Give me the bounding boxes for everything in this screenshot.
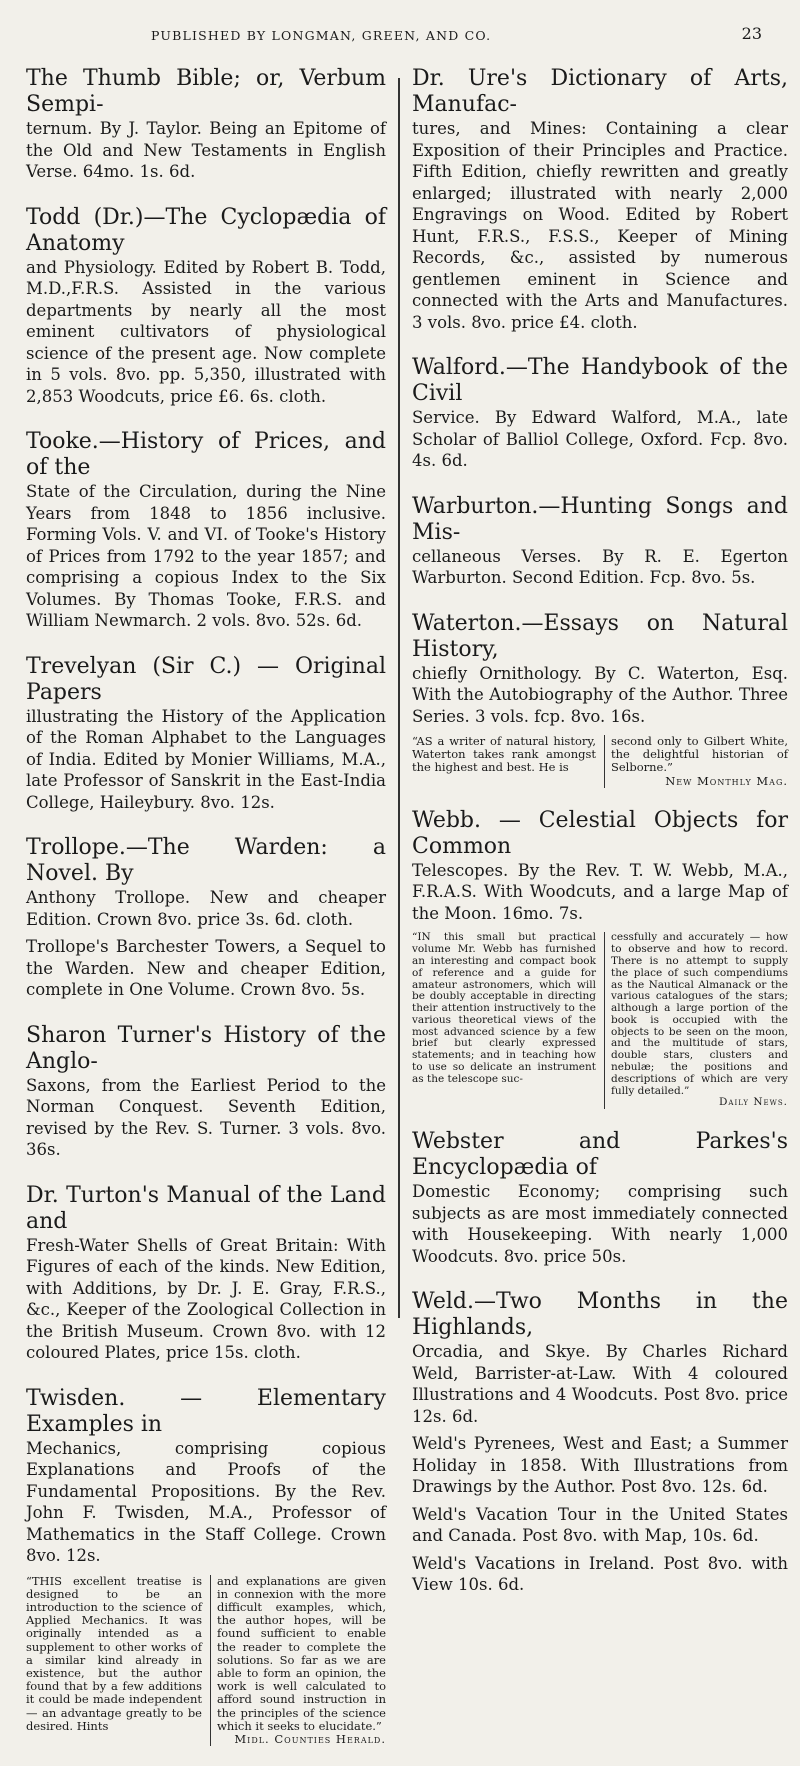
entry-weld-highlands [412, 1289, 788, 1427]
entry-heading: Trevelyan (Sir C.) — Original Papers [26, 653, 386, 705]
review-text: second only to Gilbert White, the delightful historian of Selborne.” [611, 734, 788, 775]
running-header [26, 22, 780, 48]
entry-heading: Tooke.—History of Prices, and of the [26, 429, 386, 480]
entry-heading: Dr. Ure's Dictionary of Arts, Manufac- [412, 66, 788, 117]
review-col-1: “THIS excellent treatise is designed to be an introduction to the science of Applied Mechanics. It was originally intended as a supplement to other works of a similar kind already in existence, but the author found that by a few additions it could be made independent — an advantage greatly to be desired. Hints [26, 1573, 202, 1733]
entry-weld-ireland [412, 1553, 788, 1596]
review-source: New Monthly Mag. [665, 773, 788, 788]
entry-weld-vacation-tour [412, 1504, 788, 1547]
entry-heading: Trollope.—The Warden: a Novel. By [26, 835, 386, 886]
review-quote-twisden [26, 1575, 386, 1747]
review-source: Daily News. [718, 1096, 788, 1109]
entry-body: Weld's Vacations in Ireland. Post 8vo. with View 10s. 6d. [412, 1553, 788, 1595]
review-col-2 [210, 1575, 386, 1747]
entry-body: cellaneous Verses. By R. E. Egerton Warburton. Second Edition. Fcp. 8vo. 5s. [412, 546, 788, 587]
entry-body: ternum. By J. Taylor. Being an Epitome of the Old and New Testaments in English Verse. 64mo. 1s. 6d. [26, 119, 386, 181]
entry-tooke [26, 429, 386, 632]
entry-ure [412, 66, 788, 333]
entry-body: Weld's Pyrenees, West and East; a Summer Holiday in 1858. With Illustrations from Drawings by the Author. Post 8vo. 12s. 6d. [412, 1434, 788, 1497]
entry-body: Fresh-Water Shells of Great Britain: With Figures of each of the kinds. New Edition, with Additions, by Dr. J. E. Gray, F.R.S., &c., Keeper of the Zoological Collection in the British Museum. Crown 8vo. with 12 coloured Plates, price 15s. cloth. [26, 1235, 386, 1362]
entry-sharon-turner [26, 1023, 386, 1161]
entry-heading: Webster and Parkes's Encyclopædia of [412, 1129, 788, 1181]
entry-body: Telescopes. By the Rev. T. W. Webb, M.A., F.R.A.S. With Woodcuts, and a large Map of the Moon. 16mo. 7s. [412, 860, 788, 923]
entry-heading: Warburton.—Hunting Songs and Mis- [412, 493, 788, 545]
entry-body: chiefly Ornithology. By C. Waterton, Esq. With the Autobiography of the Author. Three Series. 3 vols. fcp. 8vo. 16s. [412, 663, 788, 726]
entry-heading: Twisden. — Elementary Examples in [26, 1385, 386, 1437]
entry-heading: Weld.—Two Months in the Highlands, [412, 1289, 788, 1341]
entry-turton [26, 1183, 386, 1364]
entry-body: Trollope's Barchester Towers, a Sequel to the Warden. New and cheaper Edition, complete in One Volume. Crown 8vo. 5s. [26, 937, 386, 999]
entry-todd [26, 205, 386, 408]
entry-webster-parkes [412, 1129, 788, 1267]
right-column [412, 66, 788, 1618]
entry-body: State of the Circulation, during the Nine Years from 1848 to 1856 inclusive. Forming Vols. V. and VI. of Tooke's History of Prices from 1792 to the year 1857; and comprising a copious Index to the Six Volumes. By Thomas Tooke, F.R.S. and William Newmarch. 2 vols. 8vo. 52s. 6d. [26, 482, 386, 630]
entry-trollope-barchester [26, 936, 386, 1001]
entry-heading: The Thumb Bible; or, Verbum Sempi- [26, 66, 386, 117]
entry-twisden [26, 1386, 386, 1567]
entry-thumb-bible [26, 66, 386, 183]
entry-heading: Webb. — Celestial Objects for Common [412, 807, 788, 859]
left-column [26, 66, 386, 1766]
entry-heading: Walford.—The Handybook of the Civil [412, 355, 788, 406]
publisher-line: PUBLISHED BY LONGMAN, GREEN, AND CO. [151, 28, 492, 43]
entry-heading: Todd (Dr.)—The Cyclopædia of Anatomy [26, 204, 386, 256]
review-source: Midl. Counties Herald. [234, 1731, 386, 1746]
entry-webb [412, 808, 788, 925]
review-text: cessfully and accurately — how to observe and how to record. There is no attempt to supply the place of such compendiums as the Nautical Almanack or the various catalogues of the stars; although a large portion of the book is occupied with the objects to be seen on the moon, and the multitude of stars, double stars, clusters and nebulæ; the positions and descriptions of which are very fully detailed.” [611, 931, 788, 1097]
entry-body: tures, and Mines: Containing a clear Exposition of their Principles and Practice. Fifth Edition, chiefly rewritten and greatly enlarged; illustrated with nearly 2,000 Engravings on Wood. Edited by Robert Hunt, F.R.S., F.S.S., Keeper of Mining Records, &c., assisted by numerous gentlemen eminent in Science and connected with the Arts and Manufactures. 3 vols. 8vo. price £4. cloth. [412, 119, 788, 332]
review-col-2 [604, 932, 788, 1109]
column-divider [398, 78, 400, 1318]
page-number: 23 [741, 24, 762, 43]
entry-warburton [412, 494, 788, 589]
entry-walford [412, 355, 788, 472]
review-col-1: “IN this small but practical volume Mr. Webb has furnished an interesting and compact book of reference and a guide for amateur astronomers, which will be doubly acceptable in directing their attention instructively to the various theoretical views of the most advanced science by a few brief but clearly expressed statements; and in teaching how to use so delicate an instrument as the telescope suc- [412, 931, 596, 1085]
review-col-1: “AS a writer of natural history, Waterton takes rank amongst the highest and best. He is [412, 734, 596, 775]
review-quote-webb [412, 932, 788, 1109]
entry-body: Mechanics, comprising copious Explanations and Proofs of the Fundamental Propositions. By the Rev. John F. Twisden, M.A., Professor of Mathematics in the Staff College. Crown 8vo. 12s. [26, 1438, 386, 1565]
entry-body: Domestic Economy; comprising such subjects as are most immediately connected with Housekeeping. With nearly 1,000 Woodcuts. 8vo. price 50s. [412, 1182, 788, 1266]
entry-weld-pyrenees [412, 1433, 788, 1498]
entry-heading: Sharon Turner's History of the Anglo- [26, 1022, 386, 1074]
entry-body: Weld's Vacation Tour in the United States and Canada. Post 8vo. with Map, 10s. 6d. [412, 1504, 788, 1546]
review-col-2 [604, 735, 788, 788]
entry-trollope-warden [26, 835, 386, 930]
entry-body: Anthony Trollope. New and cheaper Edition. Crown 8vo. price 3s. 6d. cloth. [26, 888, 386, 929]
entry-body: Saxons, from the Earliest Period to the Norman Conquest. Seventh Edition, revised by the Rev. S. Turner. 3 vols. 8vo. 36s. [26, 1075, 386, 1159]
entry-body: and Physiology. Edited by Robert B. Todd, M.D.,F.R.S. Assisted in the various departments by nearly all the most eminent cultivators of physiological science of the present age. Now complete in 5 vols. 8vo. pp. 5,350, illustrated with 2,853 Woodcuts, price £6. 6s. cloth. [26, 257, 386, 406]
entry-heading: Waterton.—Essays on Natural History, [412, 610, 788, 662]
entry-trevelyan [26, 654, 386, 814]
entry-body: Service. By Edward Walford, M.A., late Scholar of Balliol College, Oxford. Fcp. 8vo. 4s. 6d. [412, 408, 788, 470]
review-text: and explanations are given in connexion with the more difficult examples, which, the author hopes, will be found sufficient to enable the reader to complete the solutions. So far as we are able to form an opinion, the work is well calculated to afford sound instruction in the principles of the science which it seeks to elucidate.” [217, 1573, 386, 1733]
entry-heading: Dr. Turton's Manual of the Land and [26, 1182, 386, 1234]
entry-waterton [412, 611, 788, 728]
entry-body: illustrating the History of the Application of the Roman Alphabet to the Languages of India. Edited by Monier Williams, M.A., late Professor of Sanskrit in the East-India College, Haileybury. 8vo. 12s. [26, 706, 386, 812]
entry-body: Orcadia, and Skye. By Charles Richard Weld, Barrister-at-Law. With 4 coloured Illustrations and 4 Woodcuts. Post 8vo. price 12s. 6d. [412, 1342, 788, 1426]
review-quote-waterton [412, 735, 788, 788]
